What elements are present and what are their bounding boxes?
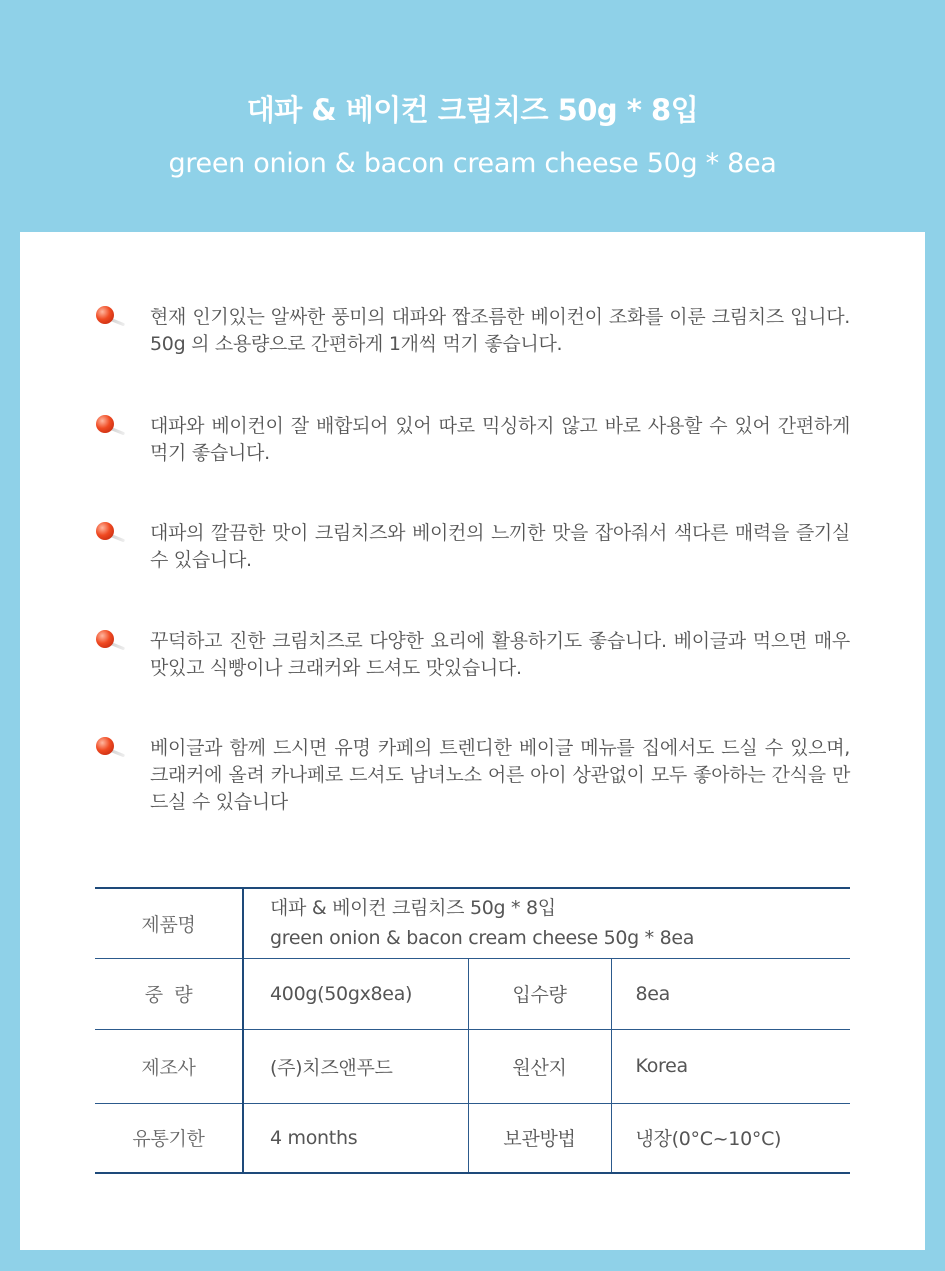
feature-text: 대파의 깔끔한 맛이 크림치즈와 베이컨의 느끼한 맛을 잡아줘서 색다른 매력을 즐기실 수 있습니다. — [150, 522, 850, 571]
product-name-label: 제품명 — [95, 888, 243, 958]
maker-label: 제조사 — [95, 1029, 243, 1103]
product-name-english: green onion & bacon cream cheese 50g * 8ea — [270, 927, 695, 950]
feature-item — [96, 520, 856, 574]
origin-value: Korea — [611, 1029, 850, 1103]
weight-value: 400g(50gx8ea) — [243, 958, 468, 1029]
spec-row-maker — [95, 1029, 850, 1103]
header — [0, 0, 945, 232]
product-name-value — [243, 888, 850, 958]
product-name-korean: 대파 & 베이컨 크림치즈 50g * 8입 — [270, 897, 556, 920]
spec-table — [95, 887, 850, 1174]
content-card — [20, 232, 925, 1250]
feature-item — [96, 304, 856, 358]
expiry-label: 유통기한 — [95, 1103, 243, 1173]
pushpin-icon — [96, 737, 126, 759]
expiry-value: 4 months — [270, 1126, 358, 1149]
storage-value: 냉장(0°C~10°C) — [635, 1128, 782, 1151]
spec-row-product-name — [95, 888, 850, 958]
storage-label: 보관방법 — [468, 1103, 611, 1173]
pushpin-icon — [96, 630, 126, 652]
product-title-korean: 대파 & 베이컨 크림치즈 50g * 8입 — [246, 93, 699, 127]
spec-row-expiry — [95, 1103, 850, 1173]
maker-value: (주)치즈앤푸드 — [243, 1029, 468, 1103]
count-value: 8ea — [611, 958, 850, 1029]
weight-label: 중 량 — [95, 958, 243, 1029]
feature-text: 대파와 베이컨이 잘 배합되어 있어 따로 믹싱하지 않고 바로 사용할 수 있어 간편하게 먹기 좋습니다. — [150, 415, 850, 464]
spec-row-weight — [95, 958, 850, 1029]
pushpin-icon — [96, 415, 126, 437]
feature-text: 베이글과 함께 드시면 유명 카페의 트렌디한 베이글 메뉴를 집에서도 드실 수 있으며, 크래커에 올려 카나페로 드셔도 남녀노소 어른 아이 상관없이 모두 좋아하는 간식을 만드실 수 있습니다 — [150, 737, 850, 813]
pushpin-icon — [96, 522, 126, 544]
feature-text: 꾸덕하고 진한 크림치즈로 다양한 요리에 활용하기도 좋습니다. 베이글과 먹으면 매우 맛있고 식빵이나 크래커와 드셔도 맛있습니다. — [150, 630, 850, 679]
feature-text: 현재 인기있는 알싸한 풍미의 대파와 짭조름한 베이컨이 조화를 이룬 크림치즈 입니다. 50g 의 소용량으로 간편하게 1개씩 먹기 좋습니다. — [150, 306, 850, 355]
feature-item — [96, 413, 856, 467]
product-title-english: green onion & bacon cream cheese 50g * 8ea — [168, 148, 777, 179]
count-label: 입수량 — [468, 958, 611, 1029]
origin-label: 원산지 — [468, 1029, 611, 1103]
feature-item — [96, 628, 856, 682]
feature-item — [96, 735, 856, 816]
pushpin-icon — [96, 306, 126, 328]
